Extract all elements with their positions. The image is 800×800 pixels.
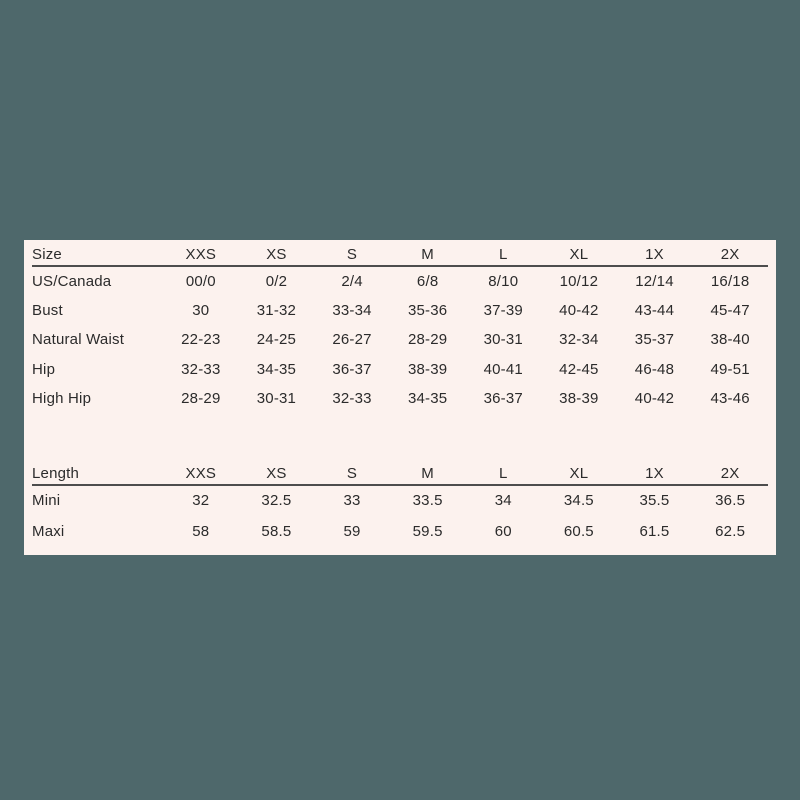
table-cell: 35-37 bbox=[634, 331, 675, 349]
table-cell: 35.5 bbox=[639, 492, 670, 509]
size_chart-header-row bbox=[32, 244, 768, 266]
table-cell: 37-39 bbox=[483, 301, 523, 319]
table-cell: 40-42 bbox=[559, 301, 599, 319]
table-cell: 34.5 bbox=[563, 492, 594, 509]
table-cell: 30-31 bbox=[483, 331, 523, 349]
table-cell: 33-34 bbox=[332, 301, 372, 319]
table-row bbox=[32, 485, 768, 516]
table-cell: 10/12 bbox=[559, 272, 599, 290]
table-cell: 32.5 bbox=[261, 492, 292, 509]
size_chart-header-label: Size bbox=[32, 244, 163, 266]
table-cell: 12/14 bbox=[635, 272, 674, 290]
table-cell: 35-36 bbox=[407, 301, 448, 319]
table-cell: 16/18 bbox=[710, 272, 750, 290]
table-row bbox=[32, 266, 768, 296]
size_chart-column-header-1x: 1X bbox=[617, 244, 693, 266]
table-cell: 60.5 bbox=[563, 522, 594, 540]
table-cell: 32 bbox=[192, 492, 210, 509]
table-cell: 31-32 bbox=[256, 301, 297, 319]
length_chart-header-label: Length bbox=[32, 463, 163, 485]
table-cell: 34 bbox=[494, 492, 512, 509]
length_chart-column-header-l: L bbox=[465, 463, 541, 485]
table-cell: 26-27 bbox=[332, 331, 372, 349]
table-row bbox=[32, 384, 768, 414]
table-cell: 42-45 bbox=[559, 360, 599, 378]
table-cell: 24-25 bbox=[256, 331, 297, 349]
table-cell: 32-33 bbox=[181, 360, 221, 378]
table-cell: 38-40 bbox=[710, 331, 750, 349]
length_chart-row-label: Maxi bbox=[32, 522, 65, 540]
table-cell: 46-48 bbox=[634, 360, 675, 378]
table-cell: 60 bbox=[494, 522, 512, 540]
table-cell: 34-35 bbox=[256, 360, 297, 378]
table-cell: 38-39 bbox=[559, 390, 599, 408]
table-cell: 38-39 bbox=[407, 360, 448, 378]
table-cell: 40-41 bbox=[483, 360, 523, 378]
table-cell: 62.5 bbox=[715, 522, 746, 540]
table-cell: 43-46 bbox=[710, 390, 750, 408]
table-cell: 33.5 bbox=[412, 492, 443, 509]
table-cell: 2/4 bbox=[341, 272, 363, 290]
size_chart-column-header-xxs: XXS bbox=[163, 244, 239, 266]
length_chart-header-row bbox=[32, 463, 768, 485]
size_chart-row-label: Natural Waist bbox=[32, 331, 125, 349]
table-cell: 36-37 bbox=[483, 390, 523, 408]
table-cell: 59.5 bbox=[412, 522, 443, 540]
length-table bbox=[32, 463, 768, 547]
table-cell: 22-23 bbox=[181, 331, 221, 349]
length_chart-column-header-m: M bbox=[390, 463, 466, 485]
length_chart-row-label: Mini bbox=[32, 492, 61, 509]
size_chart-row-label: High Hip bbox=[32, 390, 92, 408]
size-measurements-table bbox=[32, 244, 768, 414]
size_chart-column-header-xs: XS bbox=[239, 244, 315, 266]
table-cell: 30-31 bbox=[256, 390, 297, 408]
length_chart-column-header-s: S bbox=[314, 463, 390, 485]
length_chart-column-header-1x: 1X bbox=[617, 463, 693, 485]
length_chart-column-header-xs: XS bbox=[239, 463, 315, 485]
table-cell: 61.5 bbox=[639, 522, 670, 540]
table-cell: 28-29 bbox=[407, 331, 448, 349]
table-cell: 0/2 bbox=[265, 272, 288, 290]
table-spacer bbox=[32, 414, 768, 463]
table-cell: 28-29 bbox=[181, 390, 221, 408]
size_chart-column-header-m: M bbox=[390, 244, 466, 266]
table-row bbox=[32, 355, 768, 385]
size-guide-card bbox=[24, 240, 776, 555]
table-cell: 32-33 bbox=[332, 390, 372, 408]
table-cell: 58.5 bbox=[261, 522, 292, 540]
length_chart-column-header-xxs: XXS bbox=[163, 463, 239, 485]
table-cell: 45-47 bbox=[710, 301, 750, 319]
table-cell: 49-51 bbox=[710, 360, 750, 378]
table-cell: 30 bbox=[192, 301, 210, 319]
table-cell: 40-42 bbox=[634, 390, 675, 408]
table-cell: 36-37 bbox=[332, 360, 372, 378]
table-row bbox=[32, 296, 768, 326]
length_chart-column-header-2x: 2X bbox=[692, 463, 768, 485]
table-cell: 6/8 bbox=[416, 272, 439, 290]
table-cell: 58 bbox=[192, 522, 210, 540]
length_chart-column-header-xl: XL bbox=[541, 463, 617, 485]
table-row bbox=[32, 516, 768, 547]
size_chart-row-label: US/Canada bbox=[32, 272, 112, 290]
table-cell: 8/10 bbox=[488, 272, 519, 290]
size_chart-column-header-2x: 2X bbox=[692, 244, 768, 266]
size_chart-column-header-xl: XL bbox=[541, 244, 617, 266]
size_chart-row-label: Bust bbox=[32, 301, 63, 319]
table-cell: 59 bbox=[343, 522, 361, 540]
table-cell: 32-34 bbox=[559, 331, 599, 349]
size_chart-column-header-l: L bbox=[465, 244, 541, 266]
table-row bbox=[32, 325, 768, 355]
table-cell: 33 bbox=[343, 492, 361, 509]
table-cell: 36.5 bbox=[715, 492, 746, 509]
table-cell: 34-35 bbox=[407, 390, 448, 408]
table-cell: 00/0 bbox=[185, 272, 216, 290]
size_chart-row-label: Hip bbox=[32, 360, 56, 378]
size_chart-column-header-s: S bbox=[314, 244, 390, 266]
table-cell: 43-44 bbox=[634, 301, 675, 319]
